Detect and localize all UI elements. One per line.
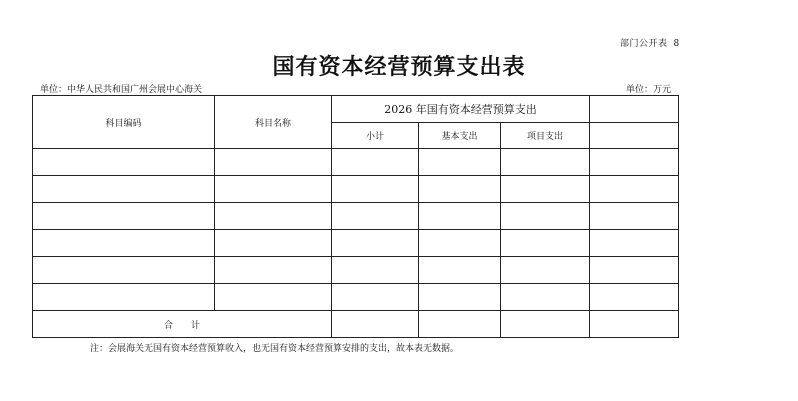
header-subject-code: 科目编码 (33, 96, 215, 149)
table-row (33, 257, 679, 284)
header-expenditure-2026: 2026 年国有资本经营预算支出 (332, 96, 590, 123)
doc-number: 8 (673, 39, 680, 49)
table-row (33, 203, 679, 230)
total-row (33, 311, 679, 338)
header-subject-name: 科目名称 (215, 96, 332, 149)
header-subtotal: 小计 (332, 123, 419, 149)
doc-label-text: 部门公开表 (620, 39, 668, 49)
header-basic-expenditure: 基本支出 (419, 123, 501, 149)
header-row-1 (33, 96, 679, 123)
header-empty-cell (590, 96, 679, 123)
header-empty-cell (590, 123, 679, 149)
budget-table (32, 95, 679, 338)
table-row (33, 176, 679, 203)
header-project-expenditure: 项目支出 (501, 123, 590, 149)
table-row (33, 284, 679, 311)
table-row (33, 149, 679, 176)
unit-organization: 单位：中华人民共和国广州会展中心海关 (40, 85, 203, 95)
doc-label (620, 36, 680, 49)
table-row (33, 230, 679, 257)
page-title: 国有资本经营预算支出表 (272, 54, 526, 80)
unit-currency: 单位：万元 (626, 85, 672, 95)
total-label: 合 计 (33, 311, 332, 338)
table-note: 注：会展海关无国有资本经营预算收入，也无国有资本经营预算安排的支出，故本表无数据。 (90, 344, 460, 354)
